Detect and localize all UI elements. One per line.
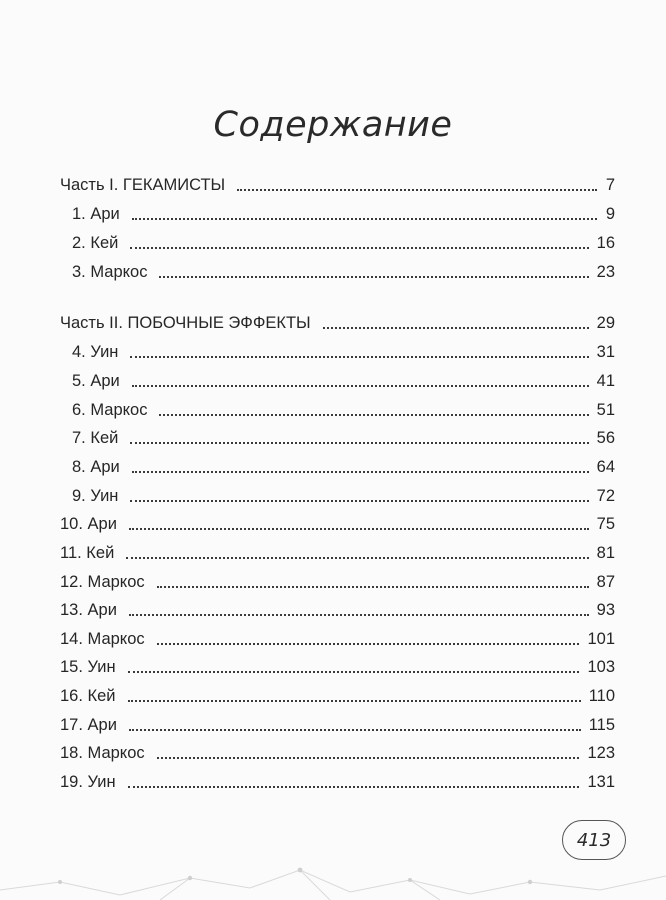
toc-entry-label: 8. Ари	[72, 458, 120, 476]
toc-entry-label: 2. Кей	[72, 234, 119, 252]
dot-leader	[159, 276, 588, 278]
toc-entry-label: 10. Ари	[60, 515, 117, 533]
dot-leader	[130, 247, 588, 249]
toc-chapter	[72, 225, 615, 253]
toc-entry-label: 14. Маркос	[60, 630, 145, 648]
dot-leader	[237, 189, 597, 191]
toc-chapter	[60, 735, 615, 763]
dot-leader	[323, 327, 589, 329]
toc-chapter	[72, 334, 615, 362]
toc-entry-page: 81	[596, 544, 615, 562]
toc-entry-label: 1. Ари	[72, 205, 120, 223]
toc-entry-page: 41	[596, 372, 615, 390]
toc-entry-page: 93	[596, 601, 615, 619]
dot-leader	[130, 356, 588, 358]
toc-chapter	[60, 564, 615, 592]
toc-entry-page: 103	[587, 658, 615, 676]
toc-entry-label: 4. Уин	[72, 343, 119, 361]
toc-entry-page: 123	[587, 744, 615, 762]
dot-leader	[159, 414, 588, 416]
toc-chapter	[72, 254, 615, 282]
toc-entry-label: 3. Маркос	[72, 263, 148, 281]
toc-chapter	[60, 506, 615, 534]
dot-leader	[129, 729, 581, 731]
toc-entry-page: 87	[596, 573, 615, 591]
toc-entry-page: 110	[588, 687, 615, 705]
dot-leader	[157, 757, 580, 759]
dot-leader	[128, 700, 581, 702]
dot-leader	[132, 385, 589, 387]
toc-entry-label: 7. Кей	[72, 429, 119, 447]
dot-leader	[132, 218, 597, 220]
dot-leader	[126, 557, 588, 559]
toc-chapter	[72, 196, 615, 224]
toc-entry-page: 31	[596, 343, 615, 361]
toc-chapter	[60, 592, 615, 620]
dot-leader	[129, 528, 589, 530]
dot-leader	[129, 614, 589, 616]
toc-entry-label: 15. Уин	[60, 658, 116, 676]
toc-entry-page: 101	[587, 630, 615, 648]
toc-entry-page: 115	[588, 716, 615, 734]
toc-entry-page: 131	[587, 773, 615, 791]
dot-leader	[130, 500, 588, 502]
toc-entry-page: 7	[605, 176, 615, 194]
dot-leader	[157, 643, 580, 645]
toc-entry-label: 12. Маркос	[60, 573, 145, 591]
toc-chapter	[60, 649, 615, 677]
toc-entry-page: 9	[605, 205, 615, 223]
dot-leader	[128, 671, 580, 673]
toc-entry-page: 16	[596, 234, 615, 252]
toc-chapter	[72, 478, 615, 506]
toc-chapter	[72, 363, 615, 391]
toc-entry-page: 51	[596, 401, 615, 419]
toc-chapter	[60, 621, 615, 649]
toc-entry-page: 64	[596, 458, 615, 476]
toc-entry-page: 29	[596, 314, 615, 332]
page-number-badge	[562, 820, 626, 860]
page-title: Содержание	[213, 105, 453, 145]
toc-chapter	[72, 449, 615, 477]
toc-entry-label: 5. Ари	[72, 372, 120, 390]
toc-entry-label: 18. Маркос	[60, 744, 145, 762]
toc-entry-label: Часть II. ПОБОЧНЫЕ ЭФФЕКТЫ	[60, 314, 311, 332]
toc-chapter	[60, 707, 615, 735]
toc-chapter	[60, 535, 615, 563]
toc-entry-label: Часть I. ГЕКАМИСТЫ	[60, 176, 226, 194]
dot-leader	[132, 471, 589, 473]
page-number: 413	[576, 829, 612, 851]
toc-entry-label: 9. Уин	[72, 487, 119, 505]
toc-chapter	[72, 392, 615, 420]
toc-entry-label: 11. Кей	[60, 544, 115, 562]
toc-entry-label: 13. Ари	[60, 601, 117, 619]
toc-entry-page: 23	[596, 263, 615, 281]
toc-chapter	[72, 420, 615, 448]
toc-part-heading	[60, 305, 615, 333]
toc-entry-page: 75	[596, 515, 615, 533]
toc-entry-label: 17. Ари	[60, 716, 117, 734]
toc-entry-label: 6. Маркос	[72, 401, 148, 419]
toc-chapter	[60, 678, 615, 706]
toc-entry-page: 56	[596, 429, 615, 447]
toc-entry-label: 16. Кей	[60, 687, 116, 705]
dot-leader	[157, 586, 589, 588]
toc-entry-page: 72	[596, 487, 615, 505]
dot-leader	[130, 442, 588, 444]
toc-entry-label: 19. Уин	[60, 773, 116, 791]
toc-part-heading	[60, 167, 615, 195]
